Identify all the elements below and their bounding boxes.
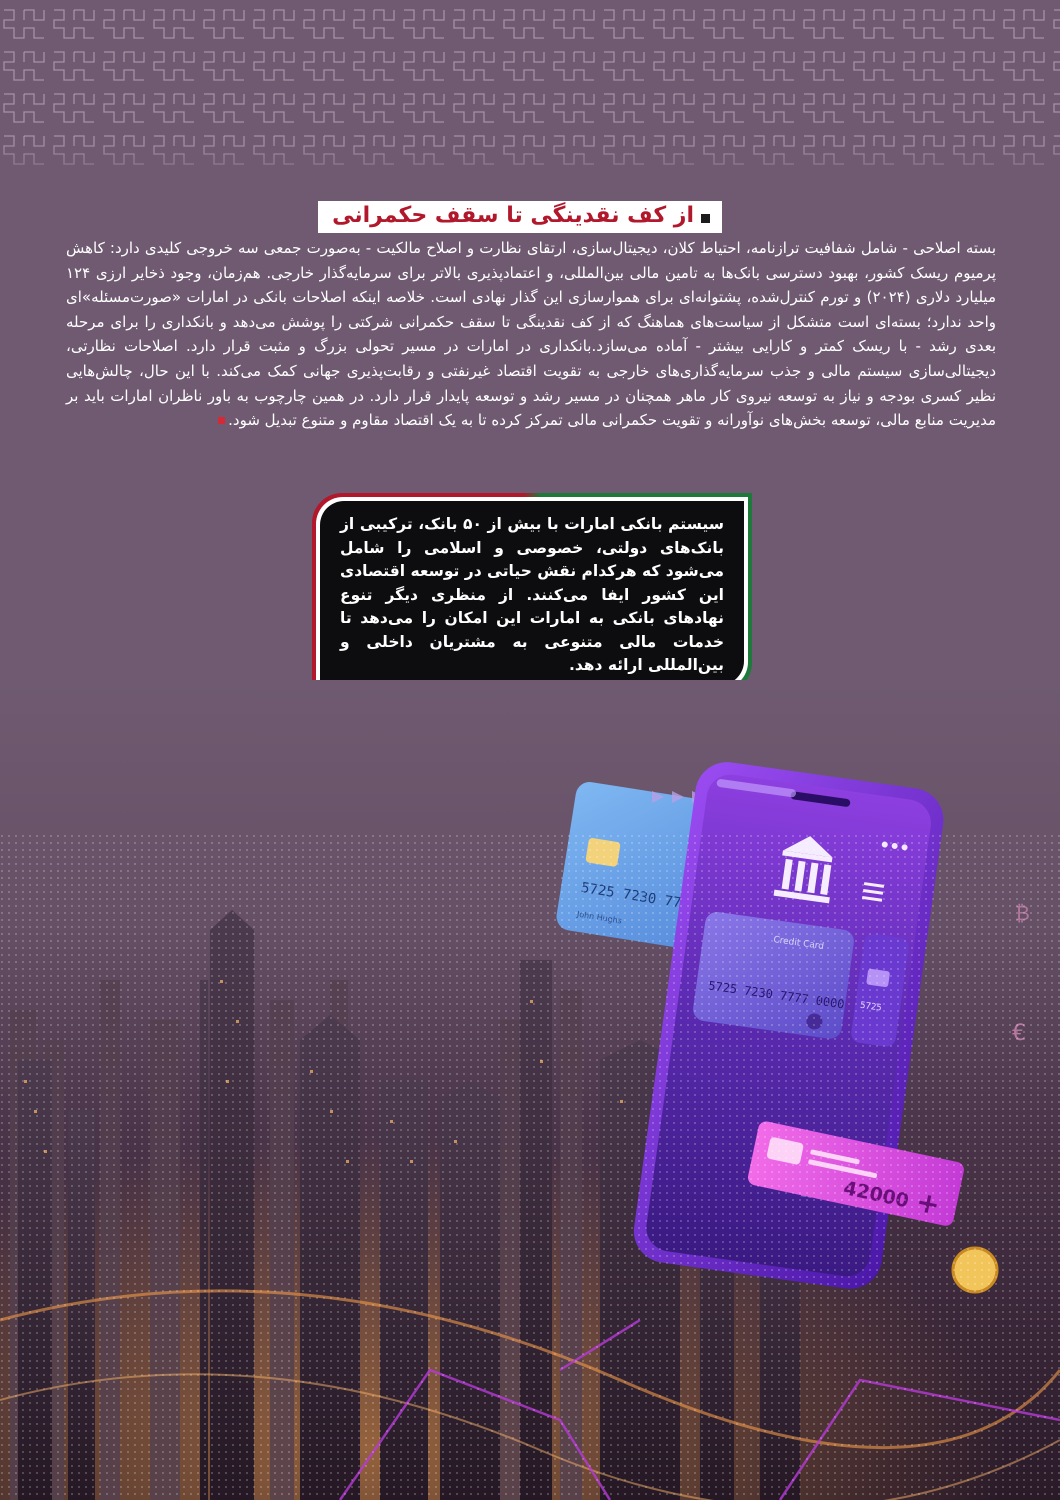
article-body	[66, 236, 996, 433]
article-heading	[318, 201, 722, 233]
pull-quote-box	[312, 493, 752, 693]
end-of-article-icon	[218, 417, 225, 424]
halftone-overlay	[0, 830, 1060, 1500]
article-paragraph: بسته اصلاحی - شامل شفافیت ترازنامه، احتیاط کلان، دیجیتال‌سازی، ارتقای نظارت و اصلاح مالکیت - به‌صورت جمعی سه خروجی کلیدی دارد: کاهش پرمیوم ریسک کشور، بهبود دسترسی بانک‌ها به تامین مالی بین‌المللی، و اعتمادپذیری بالاتر برای سرمایه‌گذار خارجی. هم‌زمان، وجود ذخایر ارزی ۱۲۴ میلیارد دلاری (۲۰۲۴) و تورم کنترل‌شده، پشتوانه‌ای برای هموارسازی این گذار نهادی است. خلاصه اینکه اصلاحات بانکی در امارات «صورت‌مسئله»ای واحد ندارد؛ بسته‌ای است متشکل از سیاست‌های هماهنگ که از کف نقدینگی تا سقف حکمرانی شرکتی را پوشش می‌دهد و بانکداری را برای مرحله بعدی رشد - با ریسک کمتر و کارایی بیشتر - آماده می‌سازد.بانکداری در امارات در مسیر تحولی بزرگ و مثبت قرار دارد. اصلاحات نظارتی، دیجیتالی‌سازی سیستم مالی و جذب سرمایه‌گذاری‌های خارجی به تقویت اقتصاد غیرنفتی و رقابت‌پذیری جهانی کمک می‌کند. با این حال، چالش‌هایی نظیر کسری بودجه و نیاز به توسعه نیروی کار ماهر همچنان در مسیر رشد و توسعه پایدار قرار دارد. در همین چارچوب به باور ناظران امارات باید بر مدیریت منابع مالی، توسعه بخش‌های نوآورانه و تقویت حکمرانی مالی تمرکز کرده تا به یک اقتصاد مقاوم و متنوع تبدیل شود.	[66, 239, 996, 430]
heading-text: از کف نقدینگی تا سقف حکمرانی	[332, 203, 694, 228]
city-banking-illustration	[0, 680, 1060, 1500]
heading-bullet-icon	[701, 214, 710, 223]
decorative-pattern	[0, 0, 1060, 175]
pull-quote-panel	[320, 501, 744, 685]
pull-quote-text: سیستم بانکی امارات با بیش از ۵۰ بانک، ترکیبی از بانک‌های دولتی، خصوصی و اسلامی را شامل می‌شود که هرکدام نقش حیاتی در توسعه اقتصادی این کشور ایفا می‌کنند. از منظری دیگر تنوع نهادهای بانکی به امارات این امکان را می‌دهد تا خدمات مالی متنوعی به مشتریان داخلی و بین‌المللی ارائه دهد.	[340, 515, 724, 674]
